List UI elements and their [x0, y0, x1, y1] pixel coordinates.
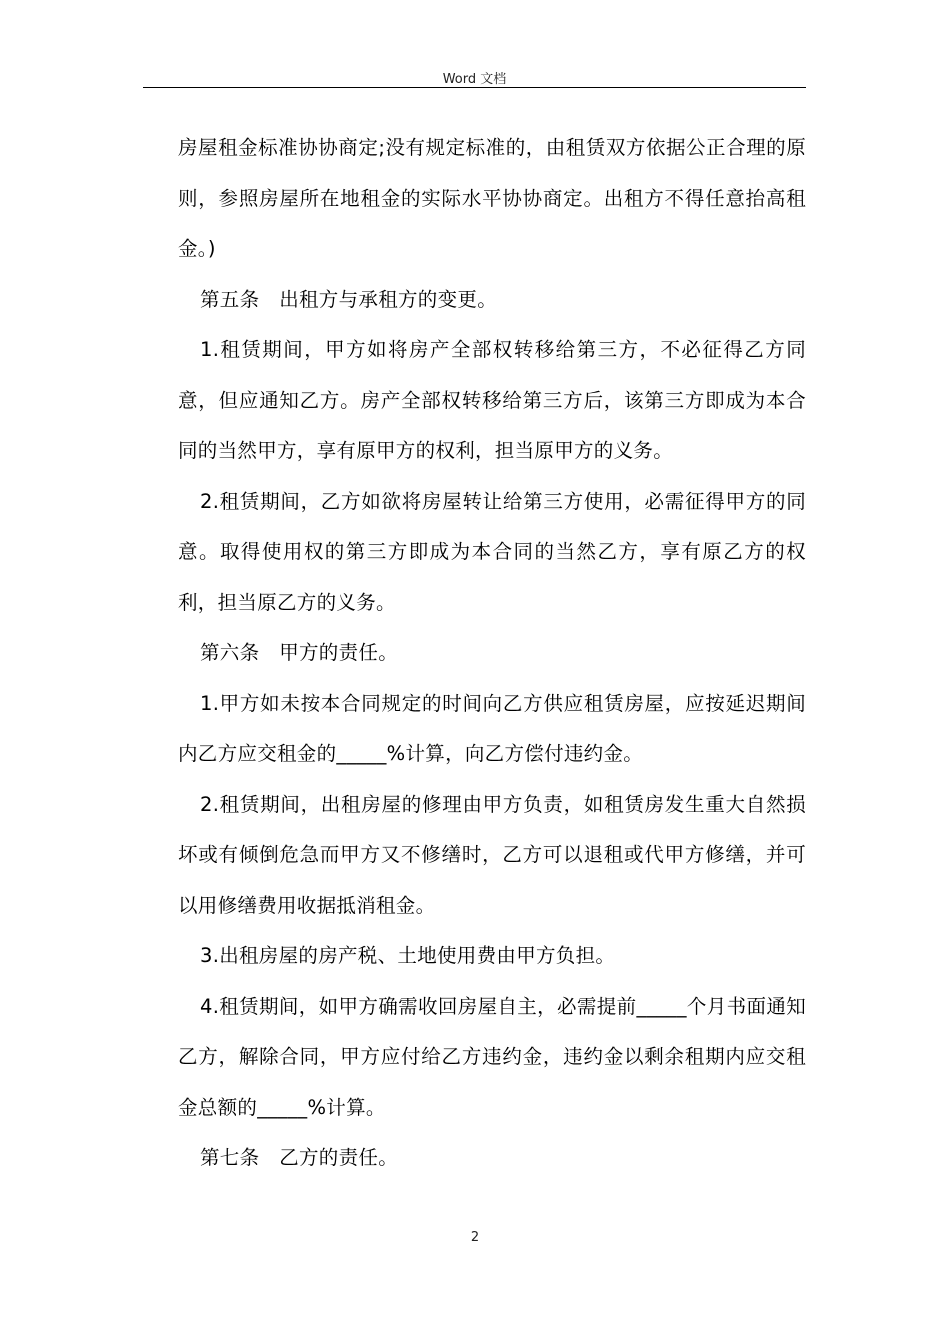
heading-article-7: 第七条 乙方的责任。	[200, 1146, 399, 1169]
paragraph-article-6-item-4: 4.租赁期间，如甲方确需收回房屋自主，必需提前_____个月书面通知乙方，解除合同，甲方应付给乙方违约金，违约金以剩余租期内应交租金总额的_____%计算。	[178, 994, 806, 1119]
heading-article-6: 第六条 甲方的责任。	[200, 641, 399, 664]
heading-article-5: 第五条 出租方与承租方的变更。	[200, 287, 498, 311]
paragraph-article-5-item-2: 2.租赁期间，乙方如欲将房屋转让给第三方使用，必需征得甲方的同意。取得使用权的第三方即成为本合同的当然乙方，享有原乙方的权利，担当原乙方的义务。	[178, 489, 806, 614]
paragraph-article-5-item-1: 1.租赁期间，甲方如将房产全部权转移给第三方，不必征得乙方同意，但应通知乙方。房产全部权转移给第三方后，该第三方即成为本合同的当然甲方，享有原甲方的权利，担当原甲方的义务。	[178, 338, 806, 462]
paragraph-rent-standard: 房屋租金标准协协商定;没有规定标准的，由租赁双方依据公正合理的原则，参照房屋所在地租金的实际水平协协商定。出租方不得任意抬高租金。)	[178, 136, 806, 260]
page-header: Word 文档	[442, 72, 507, 87]
paragraph-article-6-item-2: 2.租赁期间，出租房屋的修理由甲方负责，如租赁房发生重大自然损坏或有倾倒危急而甲方又不修缮时，乙方可以退租或代甲方修缮，并可以用修缮费用收据抵消租金。	[178, 792, 806, 917]
page-number: 2	[470, 1230, 480, 1245]
paragraph-article-6-item-1: 1.甲方如未按本合同规定的时间向乙方供应租赁房屋，应按延迟期间内乙方应交租金的_____%计算，向乙方偿付违约金。	[178, 691, 806, 765]
document-body	[178, 123, 806, 1184]
paragraph-article-6-item-3: 3.出租房屋的房产税、土地使用费由甲方负担。	[200, 944, 616, 967]
header-divider	[143, 87, 806, 88]
